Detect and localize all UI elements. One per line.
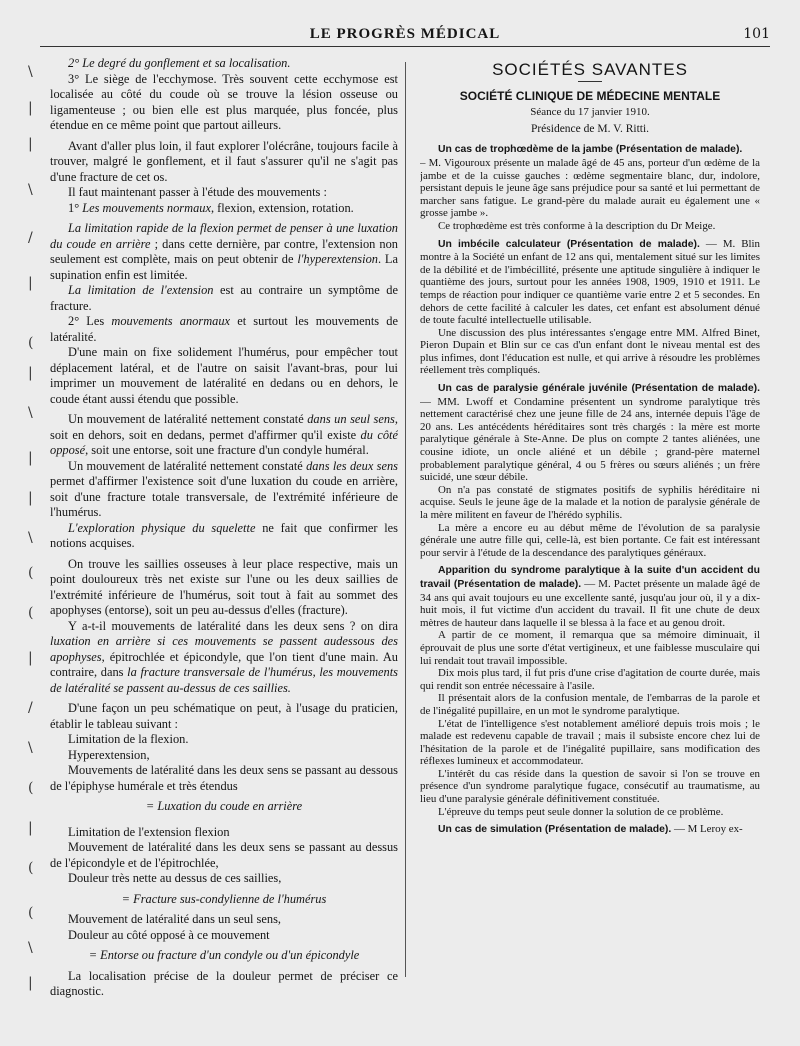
paragraph: Dix mois plus tard, il fut pris d'une crise d'agitation de courte durée, mais qui rendit son entrée nécessaire à l'asile. — [420, 667, 760, 692]
text-run: Les mouvements normaux — [82, 200, 211, 215]
page-number: 101 — [743, 26, 770, 42]
paragraph — [420, 564, 760, 629]
paragraph — [420, 382, 760, 484]
margin-mark: ( — [28, 565, 34, 581]
paragraph — [50, 221, 398, 283]
paragraph: L'intérêt du cas réside dans la question de savoir si l'on se trouve en présence d'un syndrome paralytique fugace, consécutif au traumatisme, au lieu d'une paralysie générale définitivement constituée. — [420, 767, 760, 806]
right-column — [420, 56, 760, 1041]
case-title: Apparition du syndrome paralytique à la suite d'un accident du travail (Présentation de malade). — [420, 565, 760, 590]
table-line: Hyperextension, — [68, 747, 150, 762]
margin-mark: | — [28, 820, 33, 836]
paragraph: La localisation précise de la douleur permet de préciser ce diagnostic. — [50, 968, 398, 998]
case-heading — [420, 143, 760, 157]
paragraph — [50, 314, 398, 345]
margin-mark: ( — [28, 780, 34, 796]
text-run: — M. Blin montre à la Société un enfant de 12 ans qui, mentalement situé sur les limites de la débilité et de l'imbécillité, présente une aptitude singulière à indiquer le quantième des jours, surtout pour les années 1908, 1909, 1910 et 1911. Le temps de réaction pour indiquer ce quantième varie entre 2 et 5 secondes. En dehors de cette facilité à calculer les dates, cet enfant est absolument dénué de toute faculté intellectuelle utilisable. — [420, 237, 760, 327]
left-column — [50, 56, 398, 1041]
text-run: — MM. Lwoff et Condamine présentent un syndrome paralytique très nettement caractérisé chez une jeune fille de 24 ans, internée depuis l'âge de 20 ans. Les antécédents héréditaires sont très chargés : la mère est morte paralytique générale à Ste-Anne. De plus on compte 2 tantes aliénées, une cousine idiote, un oncle aliéné et un débile ; grand-père maternel probablement paralytique général, 4 ou 5 frères ou sœurs aliénés ; un frère suicidé, une sœur débile. — [420, 395, 760, 484]
table-line: Limitation de la flexion. — [68, 732, 189, 746]
paragraph: D'une façon un peu schématique on peut, à l'usage du praticien, établir le tableau suivant : — [50, 701, 398, 731]
text-run: La limitation rapide de la flexion permet de penser à une luxation du coude en arrière — [50, 221, 398, 251]
table-line: Mouvements de latéralité dans les deux sens se passant au dessous de l'épiphyse humérale et très étendus — [50, 763, 398, 793]
text-run: , épitrochlée et épicondyle, que l'on tient d'une main. Au contraire, dans — [50, 649, 398, 679]
table-result: = Fracture sus-condylienne de l'humérus — [121, 891, 327, 906]
text-run: , soit une entorse, soit une fracture d'un condyle huméral. — [85, 443, 369, 457]
text-run: la fracture transversale de l'humérus, les mouvements de latéralité se passent au-dessus de ces saillies. — [50, 665, 398, 695]
margin-mark: \ — [28, 740, 33, 756]
text-run: L'exploration physique du squelette — [68, 520, 256, 535]
paragraph: La mère a encore eu au début même de l'évolution de sa paralysie générale une autre fille qui, celle-là, est bien portante. Ce fait est intéressant pour servir à l'étude de la descendance des paralytiques généraux. — [420, 521, 760, 559]
text-run: — M. Pactet présente un malade âgé de 34 ans qui avait toujours eu une excellente santé, jusqu'au jour où, il y a dix-huit mois, il fut victime d'un accident du travail. Il fit une chute de deux mètres de hauteur dans laquelle il se blessa à la face et au genou droit. — [420, 577, 760, 629]
case-title: Un cas de paralysie générale juvénile (Présentation de malade). — [438, 383, 760, 395]
margin-mark: | — [28, 450, 33, 466]
text-run: La limitation de l'extension — [68, 283, 214, 297]
table-line: Mouvement de latéralité dans les deux sens se passant au dessus de l'épicondyle et de l'épitrochlée, — [50, 840, 398, 870]
text-run: , soit en dehors, soit en dedans, permet d'affirmer qu'il existe — [50, 412, 398, 442]
session-date: Séance du 17 janvier 1910. — [530, 106, 650, 119]
paragraph: Avant d'aller plus loin, il faut explorer l'olécrâne, toujours facile à trouver, malgré le gonflement, et il faut s'assurer qu'il ne s'agit pas d'une fracture de cet os. — [50, 138, 398, 184]
paragraph — [420, 823, 760, 837]
margin-mark: | — [28, 490, 33, 506]
table-line: Douleur au côté opposé à ce mouvement — [68, 927, 270, 942]
margin-mark: \ — [28, 940, 33, 956]
margin-mark: | — [28, 275, 33, 291]
paragraph — [50, 283, 398, 314]
text-run: permet d'affirmer l'existence soit d'une luxation du coude en arrière, soit d'une fracture totale transversale, de l'extrémité inférieure de l'humérus. — [50, 474, 398, 519]
text-run: ; dans cette dernière, par contre, l'extension non seulement est complète, mais on peut obtenir de — [50, 236, 398, 266]
presidency: Présidence de M. V. Ritti. — [530, 122, 650, 135]
journal-title: LE PROGRÈS MÉDICAL — [309, 26, 501, 42]
paragraph: 2° Le degré du gonflement et sa localisation. — [68, 56, 291, 70]
page-header — [40, 24, 770, 47]
margin-mark: ( — [28, 335, 34, 351]
margin-mark: \ — [28, 405, 33, 421]
text-run: et surtout les mouvements de latéralité. — [50, 314, 398, 344]
text-run: dans un seul sens — [307, 412, 395, 426]
paragraph: Une discussion des plus intéressantes s'engage entre MM. Alfred Binet, Pieron Dupain et Blin sur ce cas d'un enfant dont le niveau mental est des plus infimes, dont l'éducation est nulle, et qui arrive à résoudre les problèmes réellement très compliqués. — [420, 326, 760, 377]
paragraph: – M. Vigouroux présente un malade âgé de 45 ans, porteur d'un œdème de la jambe et de la cuisse gauches : œdème segmentaire blanc, dur, indolore, persistant depuis le jeune âge sans préjudice pour sa santé et lui permettant de marcher sans fatigue. Le grand-père du malade aurait eu également une « grosse jambe ». — [420, 156, 760, 220]
paragraph: Il faut maintenant passer à l'étude des mouvements : — [68, 185, 327, 199]
margin-mark: ( — [28, 860, 34, 876]
case-title: Un cas de simulation (Présentation de malade). — [438, 824, 672, 836]
text-run: — M Leroy ex- — [671, 823, 743, 836]
text-run: ne fait que confirmer les notions acquises. — [50, 520, 398, 550]
table-result: = Luxation du coude en arrière — [145, 799, 303, 813]
paragraph: L'épreuve du temps peut seule donner la solution de ce problème. — [438, 805, 724, 818]
society-title: SOCIÉTÉ CLINIQUE DE MÉDECINE MENTALE — [459, 88, 721, 103]
table-line: Mouvement de latéralité dans un seul sens, — [68, 912, 281, 926]
paragraph: On n'a pas constaté de stigmates positifs de syphilis héréditaire ni acquise. Seuls le jeune âge de la malade et la notion de paralysie générale de la mère militent en faveur de l'hérédo syphilis. — [420, 483, 760, 521]
text-run: luxation en arrière si ces mouvements se passent audessous des apophyses — [50, 634, 398, 664]
margin-mark: / — [28, 230, 33, 246]
paragraph: 3° Le siège de l'ecchymose. Très souvent cette ecchymose est localisée au côté du coude où se trouve la lésion osseuse ou ligamenteuse ; ou bien elle est plus marquée, plus foncée, plus étendue en ce même point que partout ailleurs. — [50, 71, 398, 132]
handwritten-margin-marks — [28, 60, 46, 990]
text-run: Un mouvement de latéralité nettement constaté — [68, 458, 307, 473]
table-result: = Entorse ou fracture d'un condyle ou d'un épicondyle — [88, 948, 360, 962]
text-run: du côté opposé — [50, 427, 398, 457]
text-run: dans les deux sens — [306, 458, 398, 473]
case-title: Un imbécile calculateur (Présentation de malade). — [438, 238, 700, 250]
paragraph: On trouve les saillies osseuses à leur place respective, mais un point douloureux très net existe sur l'une ou les deux saillies de l'extrémité inférieure de l'humérus, soit tout à fait au sommet des apophyses (entorse), soit un peu au-dessus d'elles (fracture). — [50, 556, 398, 617]
case-title: Un cas de trophœdème de la jambe (Présentation de malade). — [438, 144, 743, 156]
margin-mark: \ — [28, 64, 33, 80]
margin-mark: | — [28, 650, 33, 666]
table-line: Douleur très nette au dessus de ces saillies, — [68, 871, 282, 885]
paragraph — [50, 521, 398, 552]
margin-mark: | — [28, 975, 33, 991]
text-run: 1° — [68, 200, 83, 215]
title-rule — [578, 81, 602, 82]
paragraph — [50, 412, 398, 459]
margin-mark: | — [28, 100, 33, 116]
paragraph — [420, 238, 760, 327]
paragraph: Il présentait alors de la confusion mentale, de l'embarras de la parole et de l'inégalité pupillaire, en un mot le syndrome paralytique. — [420, 692, 760, 717]
margin-mark: ( — [28, 605, 34, 621]
text-run: Y a-t-il mouvements de latéralité dans les deux sens ? on dira — [68, 618, 398, 633]
paragraph: A partir de ce moment, il remarqua que sa mémoire diminuait, il éprouvait de plus une sorte d'état vertigineux, et une faiblesse musculaire qui lui rendait tout travail impossible. — [420, 629, 760, 667]
section-title: SOCIÉTÉS SAVANTES — [492, 60, 688, 79]
paragraph: Ce trophœdème est très conforme à la description du Dr Meige. — [438, 219, 716, 232]
text-run: . La supination enfin est limitée. — [50, 252, 398, 282]
text-run: l'hyperextension — [297, 252, 378, 266]
paragraph: D'une main on fixe solidement l'humérus, pour empêcher tout déplacement latéral, et de l'autre on saisit l'avant-bras, pour lui imprimer un mouvement de latéralité en dedans ou en dehors, le coude étant aussi étendu que possible. — [50, 345, 398, 406]
margin-mark: | — [28, 136, 33, 152]
table-line: Limitation de l'extension flexion — [68, 824, 230, 839]
margin-mark: / — [28, 700, 33, 716]
paragraph — [50, 619, 398, 697]
column-divider — [405, 62, 406, 977]
paragraph — [50, 459, 398, 521]
margin-mark: \ — [28, 530, 33, 546]
margin-mark: | — [28, 365, 33, 381]
paragraph — [50, 201, 398, 217]
paragraph: L'état de l'intelligence s'est notablement amélioré depuis trois mois ; le malade est redevenu capable de travail ; mais il subsiste encore chez lui de l'hésitation de la parole et de l'inégalité pupillaire, sans modification des réflexes lumineux et accommodateur. — [420, 717, 760, 768]
text-run: est au contraire un symptôme de fracture. — [50, 283, 398, 313]
margin-mark: \ — [28, 182, 33, 198]
margin-mark: ( — [28, 905, 34, 921]
text-run: mouvements anormaux — [111, 314, 231, 328]
text-run: Un mouvement de latéralité nettement constaté — [68, 412, 308, 426]
text-run: , flexion, extension, rotation. — [210, 200, 354, 215]
text-run: 2° Les — [68, 314, 112, 328]
